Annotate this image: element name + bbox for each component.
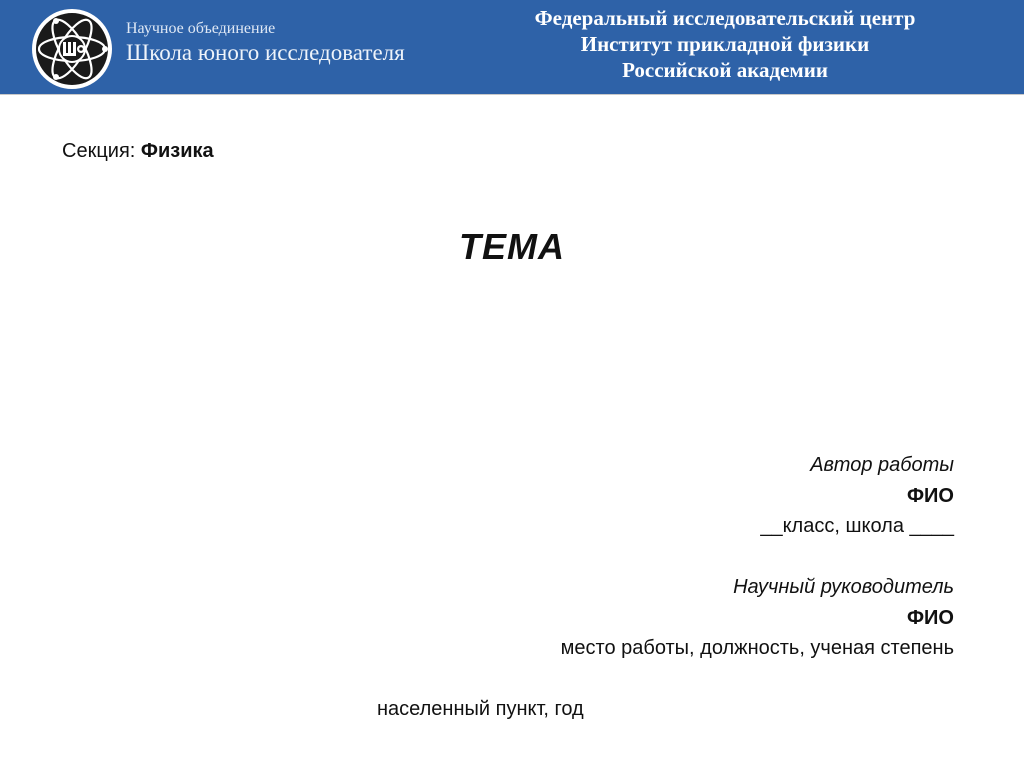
author-label: Автор работы (810, 454, 954, 476)
place-year: населенный пункт, год (377, 698, 584, 720)
spacer (561, 542, 954, 573)
topic-title: ТЕМА (459, 226, 565, 267)
section-value: Физика (140, 140, 214, 162)
header-banner (0, 0, 1024, 94)
credits-block (561, 450, 954, 664)
supervisor-details: место работы, должность, ученая степень (560, 637, 954, 659)
institute-line: Институт прикладной физики (580, 32, 870, 56)
author-name: ФИО (906, 484, 954, 507)
institute-name (480, 5, 970, 83)
atom-logo-icon (30, 7, 114, 91)
institute-line: Федеральный исследовательский центр (534, 6, 916, 30)
section-label: Секция: (62, 140, 136, 162)
org-subtitle: Научное объединение (126, 20, 276, 37)
author-class-school: __класс, школа ____ (760, 515, 954, 537)
org-name: Школа юного исследователя (126, 40, 405, 65)
section-line (62, 140, 214, 163)
institute-line: Российской академии (622, 58, 828, 82)
header-divider (0, 94, 1024, 95)
supervisor-label: Научный руководитель (733, 576, 954, 598)
supervisor-name: ФИО (906, 606, 954, 629)
